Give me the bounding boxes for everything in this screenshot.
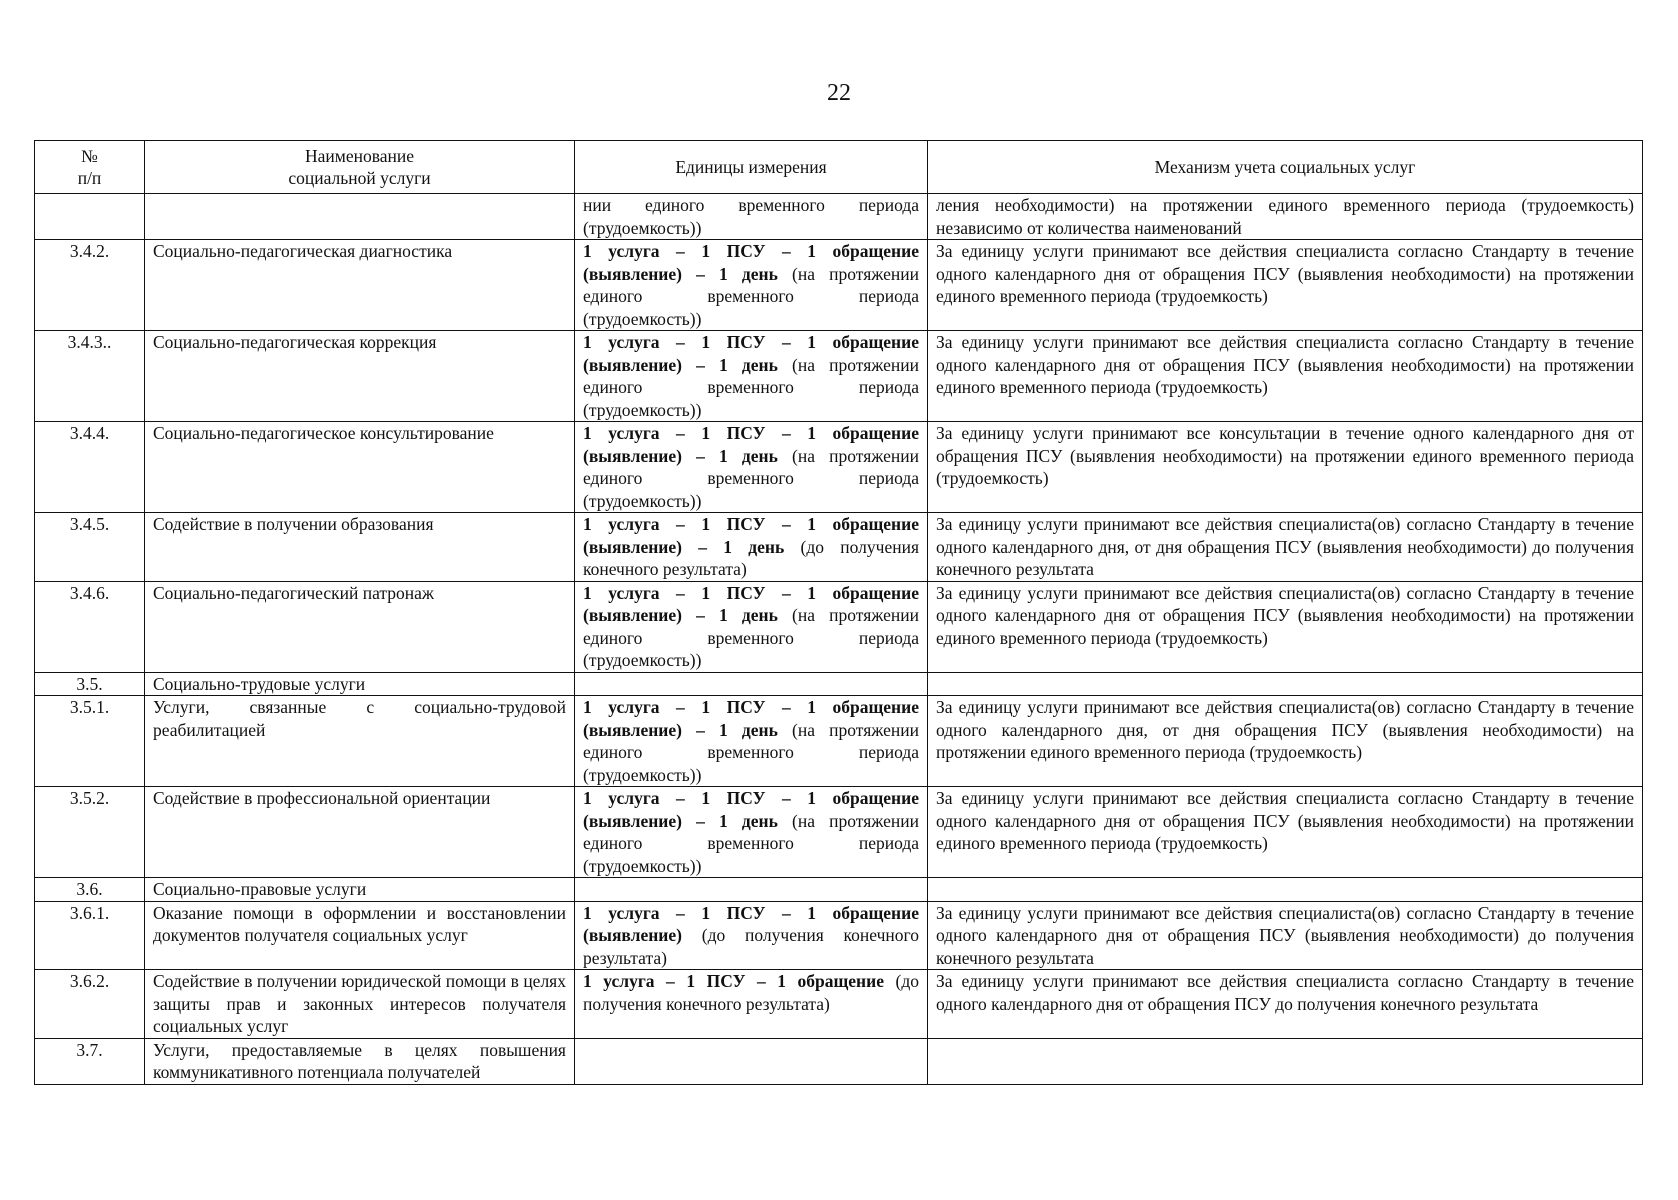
- service-name: Социально-педагогическая коррекция: [145, 331, 575, 422]
- table-row: [35, 422, 1643, 513]
- accounting-mechanism: ления необходимости) на протяжении единого временного периода (трудоемкость) независимо от количества наименований: [928, 194, 1643, 240]
- unit-of-measure: [575, 331, 928, 422]
- service-name: Услуги, предоставляемые в целях повышения коммуникативного потенциала получателей: [145, 1038, 575, 1084]
- accounting-mechanism: [928, 878, 1643, 902]
- table-row: [35, 672, 1643, 696]
- table-body: [35, 194, 1643, 1085]
- service-name: Социально-педагогическое консультирование: [145, 422, 575, 513]
- unit-bold-part: 1 услуга – 1 ПСУ – 1 обращение (выявление) – 1 день: [583, 697, 919, 740]
- unit-of-measure: [575, 787, 928, 878]
- accounting-mechanism: За единицу услуги принимают все консультации в течение одного календарного дня от обращения ПСУ (выявления необходимости) на протяжении единого временного периода (трудоемкость): [928, 422, 1643, 513]
- row-number: [35, 194, 145, 240]
- unit-of-measure: [575, 878, 928, 902]
- table-header: [35, 141, 1643, 194]
- unit-of-measure: [575, 422, 928, 513]
- table-row: [35, 787, 1643, 878]
- service-name: Социально-педагогический патронаж: [145, 581, 575, 672]
- service-name: Социально-правовые услуги: [145, 878, 575, 902]
- table-row: [35, 901, 1643, 970]
- accounting-mechanism: [928, 1038, 1643, 1084]
- row-number: 3.5.2.: [35, 787, 145, 878]
- unit-rest-part: (на протяжении единого временного периода (трудоемкость)): [583, 354, 919, 420]
- unit-of-measure: [575, 240, 928, 331]
- unit-rest-part: (на протяжении единого временного периода (трудоемкость)): [583, 445, 919, 511]
- unit-rest-part: (на протяжении единого временного периода (трудоемкость)): [583, 605, 919, 670]
- unit-rest-part: (до получения конечного результата): [583, 971, 919, 1014]
- accounting-mechanism: За единицу услуги принимают все действия специалиста(ов) согласно Стандарту в течение одного календарного дня, от дня обращения ПСУ (выявления необходимости) до получения конечного результата: [928, 513, 1643, 582]
- accounting-mechanism: За единицу услуги принимают все действия специалиста согласно Стандарту в течение одного календарного дня от обращения ПСУ (выявления необходимости) на протяжении единого временного периода (трудоемкость): [928, 787, 1643, 878]
- table-row: [35, 970, 1643, 1039]
- accounting-mechanism: За единицу услуги принимают все действия специалиста(ов) согласно Стандарту в течение одного календарного дня от обращения ПСУ (выявления необходимости) на протяжении единого временного периода (трудоемкость): [928, 581, 1643, 672]
- row-number: 3.4.4.: [35, 422, 145, 513]
- unit-bold-part: 1 услуга – 1 ПСУ – 1 обращение (выявление): [583, 902, 919, 945]
- unit-bold-part: 1 услуга – 1 ПСУ – 1 обращение (выявление) – 1 день: [583, 423, 919, 466]
- unit-of-measure: [575, 970, 928, 1039]
- row-number: 3.7.: [35, 1038, 145, 1084]
- unit-rest-part: нии единого временного периода (трудоемкость)): [583, 195, 919, 238]
- row-number: 3.6.: [35, 878, 145, 902]
- service-name: Содействие в получении юридической помощи в целях защиты прав и законных интересов получателя социальных услуг: [145, 970, 575, 1039]
- unit-bold-part: 1 услуга – 1 ПСУ – 1 обращение (выявление) – 1 день: [583, 788, 919, 831]
- unit-of-measure: [575, 672, 928, 696]
- header-name: Наименование социальной услуги: [145, 141, 575, 194]
- services-table: [34, 140, 1643, 1085]
- table-row: [35, 194, 1643, 240]
- unit-bold-part: 1 услуга – 1 ПСУ – 1 обращение: [583, 971, 884, 991]
- accounting-mechanism: За единицу услуги принимают все действия специалиста согласно Стандарту в течение одного календарного дня от обращения ПСУ до получения конечного результата: [928, 970, 1643, 1039]
- unit-of-measure: [575, 581, 928, 672]
- unit-of-measure: [575, 901, 928, 970]
- row-number: 3.6.1.: [35, 901, 145, 970]
- header-unit: Единицы измерения: [575, 141, 928, 194]
- unit-rest-part: (на протяжении единого временного периода (трудоемкость)): [583, 719, 919, 785]
- table-row: [35, 696, 1643, 787]
- accounting-mechanism: За единицу услуги принимают все действия специалиста(ов) согласно Стандарту в течение одного календарного дня от обращения ПСУ (выявления необходимости) до получения конечного результата: [928, 901, 1643, 970]
- unit-of-measure: [575, 1038, 928, 1084]
- accounting-mechanism: За единицу услуги принимают все действия специалиста согласно Стандарту в течение одного календарного дня от обращения ПСУ (выявления необходимости) на протяжении единого временного периода (трудоемкость): [928, 331, 1643, 422]
- table-row: [35, 581, 1643, 672]
- page-number: 22: [827, 80, 851, 106]
- unit-bold-part: 1 услуга – 1 ПСУ – 1 обращение (выявление) – 1 день: [583, 514, 919, 557]
- unit-bold-part: 1 услуга – 1 ПСУ – 1 обращение (выявление) – 1 день: [583, 241, 919, 284]
- header-num: № п/п: [35, 141, 145, 194]
- table-row: [35, 513, 1643, 582]
- service-name: Оказание помощи в оформлении и восстановлении документов получателя социальных услуг: [145, 901, 575, 970]
- table-row: [35, 240, 1643, 331]
- accounting-mechanism: За единицу услуги принимают все действия специалиста(ов) согласно Стандарту в течение одного календарного дня, от дня обращения ПСУ (выявления необходимости) на протяжении единого временного периода (трудоемкость): [928, 696, 1643, 787]
- unit-rest-part: (до получения конечного результата): [583, 536, 919, 579]
- unit-bold-part: 1 услуга – 1 ПСУ – 1 обращение (выявление) – 1 день: [583, 332, 919, 375]
- unit-of-measure: [575, 696, 928, 787]
- row-number: 3.4.2.: [35, 240, 145, 331]
- table-row: [35, 1038, 1643, 1084]
- unit-of-measure: [575, 513, 928, 582]
- service-name: Содействие в профессиональной ориентации: [145, 787, 575, 878]
- accounting-mechanism: За единицу услуги принимают все действия специалиста согласно Стандарту в течение одного календарного дня от обращения ПСУ (выявления необходимости) на протяжении единого временного периода (трудоемкость): [928, 240, 1643, 331]
- header-mechanism: Механизм учета социальных услуг: [928, 141, 1643, 194]
- service-name: Социально-трудовые услуги: [145, 672, 575, 696]
- unit-of-measure: [575, 194, 928, 240]
- unit-rest-part: (на протяжении единого временного периода (трудоемкость)): [583, 810, 919, 876]
- header-row: [35, 141, 1643, 194]
- row-number: 3.4.5.: [35, 513, 145, 582]
- row-number: 3.5.1.: [35, 696, 145, 787]
- unit-rest-part: (на протяжении единого временного периода (трудоемкость)): [583, 263, 919, 329]
- row-number: 3.6.2.: [35, 970, 145, 1039]
- service-name: Содействие в получении образования: [145, 513, 575, 582]
- row-number: 3.4.6.: [35, 581, 145, 672]
- service-name: Услуги, связанные с социально-трудовой реабилитацией: [145, 696, 575, 787]
- unit-rest-part: (до получения конечного результата): [583, 925, 919, 968]
- service-name: Социально-педагогическая диагностика: [145, 240, 575, 331]
- accounting-mechanism: [928, 672, 1643, 696]
- unit-bold-part: 1 услуга – 1 ПСУ – 1 обращение (выявление) – 1 день: [583, 582, 919, 625]
- service-name: [145, 194, 575, 240]
- table-row: [35, 878, 1643, 902]
- row-number: 3.5.: [35, 672, 145, 696]
- row-number: 3.4.3..: [35, 331, 145, 422]
- table-row: [35, 331, 1643, 422]
